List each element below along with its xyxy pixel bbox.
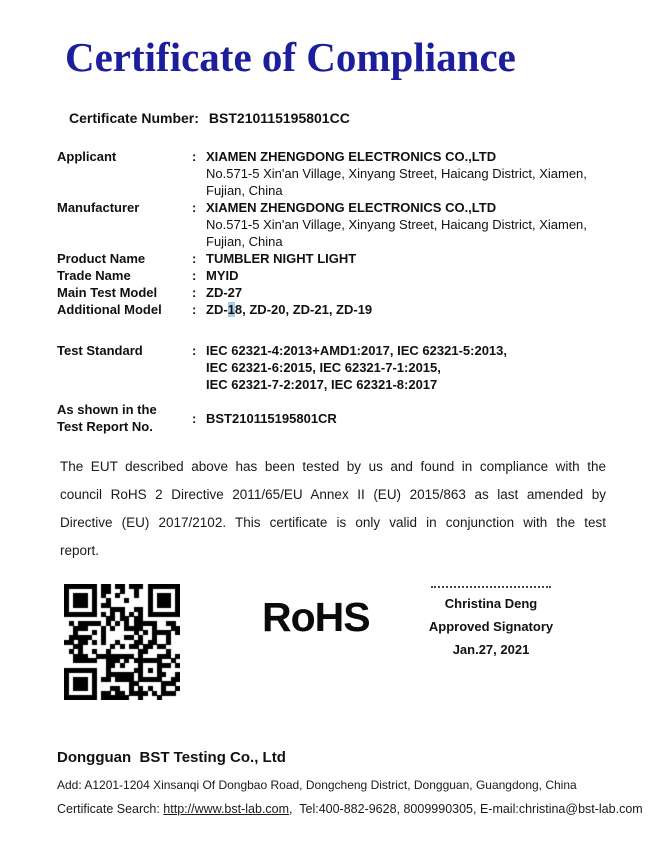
- statement-line: Directive (EU) 2017/2102. This certificate is only valid in conjunction with the test: [60, 515, 606, 530]
- certificate-number-line: [69, 110, 350, 126]
- page-title: Certificate of Compliance: [65, 34, 516, 80]
- trade-name-label: Trade Name: [57, 268, 131, 283]
- test-report-label-line2: Test Report No.: [57, 419, 153, 434]
- field-row-applicant: [57, 148, 623, 199]
- test-standard-label: Test Standard: [57, 343, 143, 358]
- product-name-value: TUMBLER NIGHT LIGHT: [206, 251, 357, 266]
- manufacturer-address-line2: Fujian, China: [206, 234, 283, 249]
- applicant-company: XIAMEN ZHENGDONG ELECTRONICS CO.,LTD: [206, 149, 497, 164]
- manufacturer-label: Manufacturer: [57, 200, 140, 215]
- model-text: 8, ZD-20, ZD-21, ZD-19: [234, 302, 373, 317]
- colon: :: [192, 268, 197, 283]
- main-test-model-label: Main Test Model: [57, 285, 158, 300]
- test-report-label: [57, 401, 192, 435]
- field-row-additional-model: [57, 301, 623, 318]
- test-standard-line1: IEC 62321-4:2013+AMD1:2017, IEC 62321-5:2013,: [206, 343, 507, 358]
- field-row-product-name: [57, 250, 623, 267]
- colon: :: [192, 302, 197, 317]
- signature-block: [416, 586, 566, 661]
- statement-line: council RoHS 2 Directive 2011/65/EU Annex II (EU) 2015/863 as last amended by: [60, 487, 606, 502]
- colon: :: [192, 251, 197, 266]
- certificate-number-value: BST210115195801CC: [208, 110, 350, 126]
- manufacturer-address-line1: No.571-5 Xin'an Village, Xinyang Street, Haicang District, Xiamen,: [206, 217, 587, 232]
- colon: :: [192, 149, 197, 164]
- colon: :: [192, 285, 197, 300]
- applicant-address-line2: Fujian, China: [206, 183, 283, 198]
- field-row-manufacturer: [57, 199, 623, 250]
- model-text: ZD-: [206, 302, 228, 317]
- colon: :: [192, 343, 197, 358]
- signature-date: Jan.27, 2021: [452, 642, 530, 657]
- lab-address: Add: A1201-1204 Xinsanqi Of Dongbao Road, Dongcheng District, Dongguan, Guangdong, China: [57, 778, 577, 792]
- test-standard-value: [206, 342, 623, 393]
- certificate-number-label: Certificate Number:: [69, 110, 199, 126]
- manufacturer-company: XIAMEN ZHENGDONG ELECTRONICS CO.,LTD: [206, 200, 497, 215]
- product-name-label: Product Name: [57, 251, 146, 266]
- test-standard-line2: IEC 62321-6:2015, IEC 62321-7-1:2015,: [206, 360, 441, 375]
- field-row-test-standard: [57, 342, 623, 393]
- certificate-search-label: Certificate Search:: [57, 802, 164, 816]
- signatory-role: Approved Signatory: [428, 619, 554, 634]
- signatory-name: Christina Deng: [444, 596, 538, 611]
- additional-model-value: [206, 301, 623, 318]
- certificate-search-line: [57, 802, 643, 816]
- selected-text: 1: [227, 302, 235, 317]
- statement-line: report.: [60, 543, 100, 558]
- lab-contact-info: , Tel:400-882-9628, 8009990305, E-mail:christina@bst-lab.com: [289, 802, 643, 816]
- applicant-value: [206, 148, 623, 199]
- main-test-model-value: ZD-27: [206, 285, 243, 300]
- field-row-trade-name: [57, 267, 623, 284]
- lab-website-link[interactable]: http://www.bst-lab.com: [163, 802, 290, 816]
- lab-company-name: Dongguan BST Testing Co., Ltd: [57, 749, 286, 766]
- qr-code: [64, 584, 180, 700]
- signature-dotted-line: [431, 586, 551, 588]
- test-standard-line3: IEC 62321-7-2:2017, IEC 62321-8:2017: [206, 377, 438, 392]
- statement-line: The EUT described above has been tested by us and found in compliance with the: [60, 459, 606, 474]
- additional-model-label: Additional Model: [57, 302, 162, 317]
- compliance-statement: [60, 453, 606, 565]
- test-report-label-line1: As shown in the: [57, 402, 157, 417]
- manufacturer-value: [206, 199, 623, 250]
- applicant-label: Applicant: [57, 149, 117, 164]
- certificate-fields: [57, 148, 623, 435]
- trade-name-value: MYID: [206, 268, 239, 283]
- applicant-address-line1: No.571-5 Xin'an Village, Xinyang Street, Haicang District, Xiamen,: [206, 166, 587, 181]
- test-report-value: BST210115195801CR: [206, 410, 337, 426]
- colon: :: [192, 200, 197, 215]
- field-row-test-report: [57, 401, 623, 435]
- rohs-logo: RoHS: [262, 594, 370, 640]
- colon: :: [192, 410, 197, 426]
- field-row-main-test-model: [57, 284, 623, 301]
